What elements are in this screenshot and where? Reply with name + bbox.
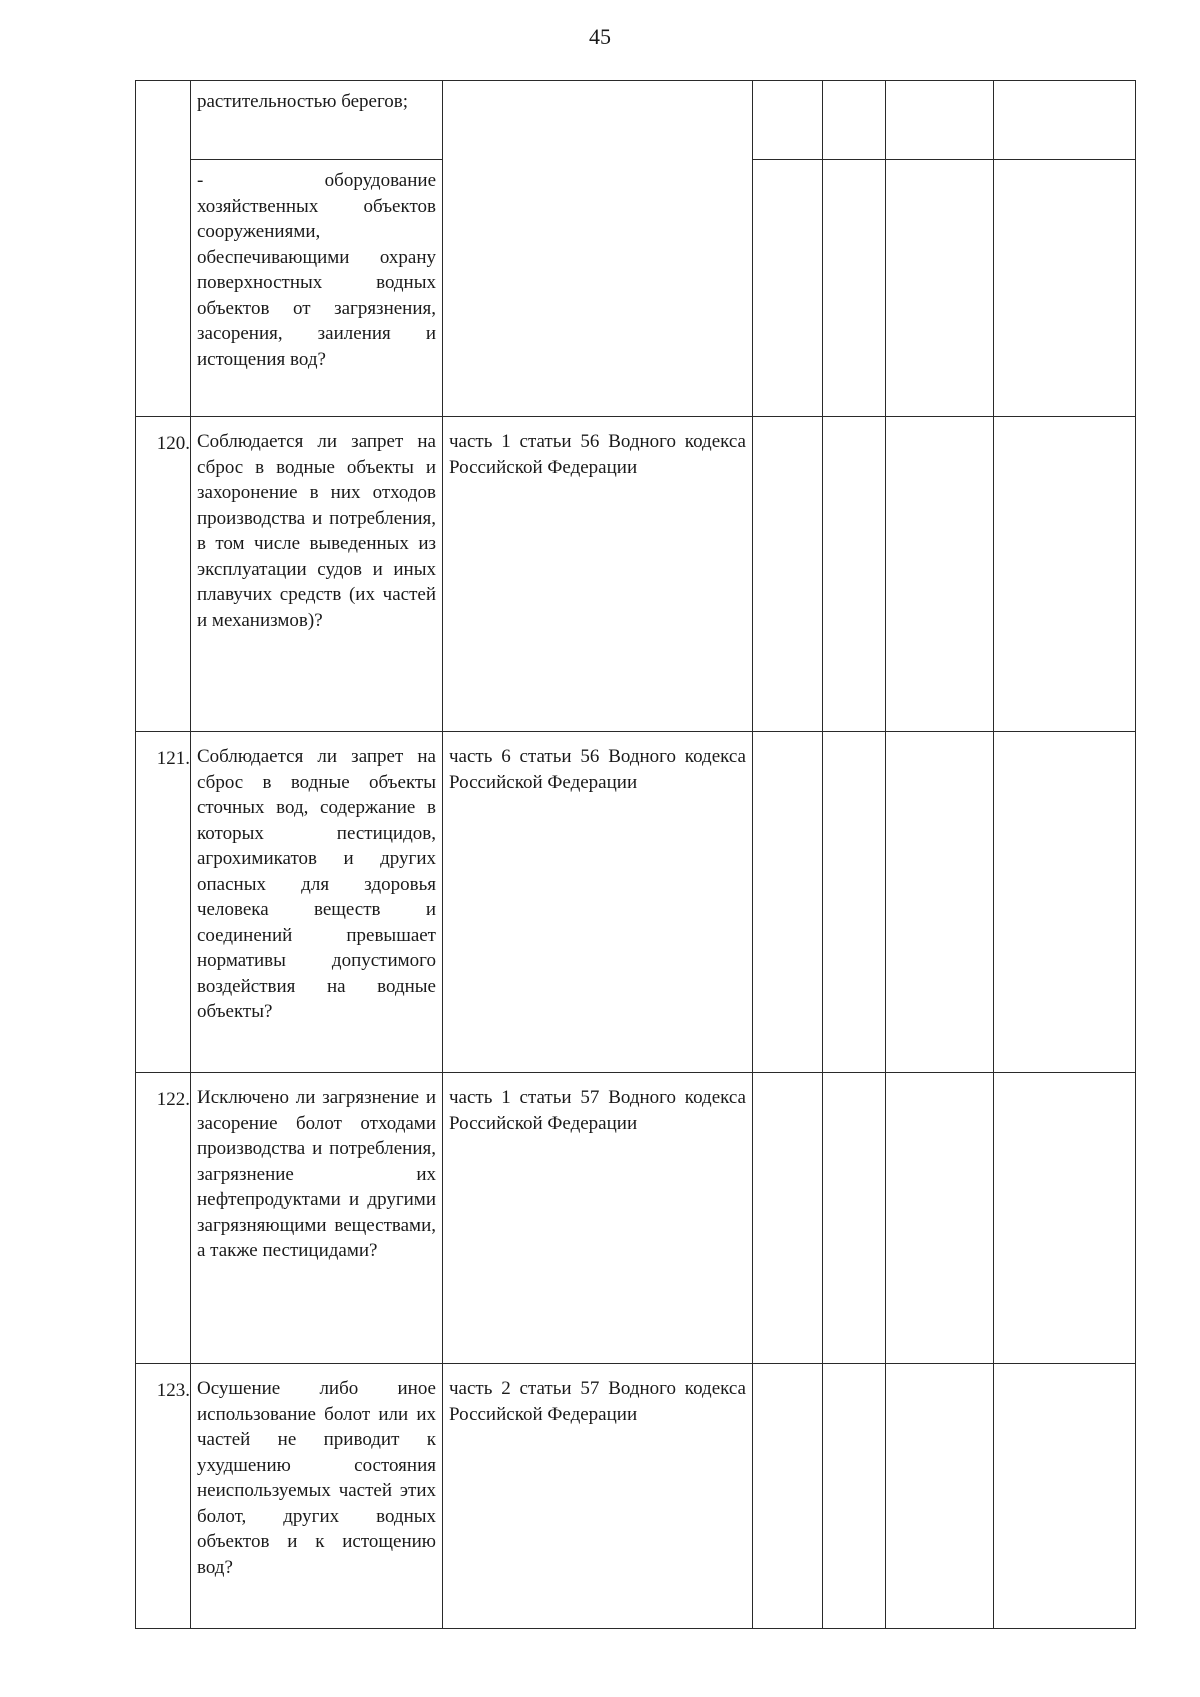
question-cell (191, 1073, 443, 1364)
question-cell (191, 160, 443, 417)
question-cell (191, 417, 443, 732)
question-cell (191, 1364, 443, 1629)
page-number: 45 (589, 24, 611, 49)
question-text: Соблюдается ли запрет на сброс в водные объекты сточных вод, содержание в которых пестицидов, агрохимикатов и других опасных для здоровья человека веществ и соединений превышает нормативы допустимого воздействия на водные объекты? (197, 746, 436, 1022)
answer-cell-yes (753, 732, 823, 1073)
table-row (136, 732, 1136, 1073)
answer-cell-note (994, 417, 1136, 732)
answer-cell-no (823, 160, 886, 417)
answer-cell-note (994, 81, 1136, 160)
requisites-text: часть 1 статьи 57 Водного кодекса Российской Федерации (449, 1087, 746, 1134)
answer-cell-no (823, 732, 886, 1073)
table-row (136, 1364, 1136, 1629)
answer-cell-no (823, 1364, 886, 1629)
answer-cell-na (886, 1364, 994, 1629)
question-text: Исключено ли загрязнение и засорение болот отходами производства и потребления, загрязнение их нефтепродуктами и другими загрязняющими веществами, а также пестицидами? (197, 1087, 436, 1261)
requisites-cell (443, 1073, 753, 1364)
question-text: Осушение либо иное использование болот или их частей не приводит к ухудшению состояния неиспользуемых частей этих болот, других водных объектов и к истощению вод? (197, 1378, 436, 1578)
answer-cell-na (886, 417, 994, 732)
question-cell (191, 81, 443, 160)
question-text: Соблюдается ли запрет на сброс в водные объекты и захоронение в них отходов производства и потребления, в том числе выведенных из эксплуатации судов и иных плавучих средств (их частей и механизмов)? (197, 431, 436, 631)
answer-cell-note (994, 1073, 1136, 1364)
table-row (136, 1073, 1136, 1364)
checklist-table (135, 80, 1136, 1629)
answer-cell-na (886, 1073, 994, 1364)
answer-cell-yes (753, 417, 823, 732)
answer-cell-no (823, 1073, 886, 1364)
answer-cell-yes (753, 81, 823, 160)
answer-cell-no (823, 417, 886, 732)
answer-cell-no (823, 81, 886, 160)
question-text: хозяйственных объектов сооружениями, обеспечивающими охрану поверхностных водных объектов от загрязнения, засорения, заиления и истощения вод? (197, 195, 436, 370)
answer-cell-note (994, 732, 1136, 1073)
requisites-text: часть 1 статьи 56 Водного кодекса Российской Федерации (449, 431, 746, 478)
number-cell: 120. (136, 417, 191, 732)
answer-cell-note (994, 1364, 1136, 1629)
answer-cell-na (886, 81, 994, 160)
requisites-text: часть 6 статьи 56 Водного кодекса Российской Федерации (449, 746, 746, 793)
number-cell (136, 81, 191, 417)
answer-cell-yes (753, 1073, 823, 1364)
question-lead: - оборудование (197, 170, 436, 191)
answer-cell-na (886, 732, 994, 1073)
answer-cell-yes (753, 160, 823, 417)
answer-cell-note (994, 160, 1136, 417)
requisites-cell (443, 417, 753, 732)
requisites-cell (443, 81, 753, 417)
requisites-text: часть 2 статьи 57 Водного кодекса Российской Федерации (449, 1378, 746, 1425)
answer-cell-na (886, 160, 994, 417)
question-cell (191, 732, 443, 1073)
table-row (136, 81, 1136, 160)
question-text: растительностью берегов; (197, 91, 409, 112)
requisites-cell (443, 732, 753, 1073)
number-cell: 123. (136, 1364, 191, 1629)
answer-cell-yes (753, 1364, 823, 1629)
number-cell: 121. (136, 732, 191, 1073)
table-row (136, 417, 1136, 732)
requisites-cell (443, 1364, 753, 1629)
number-cell: 122. (136, 1073, 191, 1364)
